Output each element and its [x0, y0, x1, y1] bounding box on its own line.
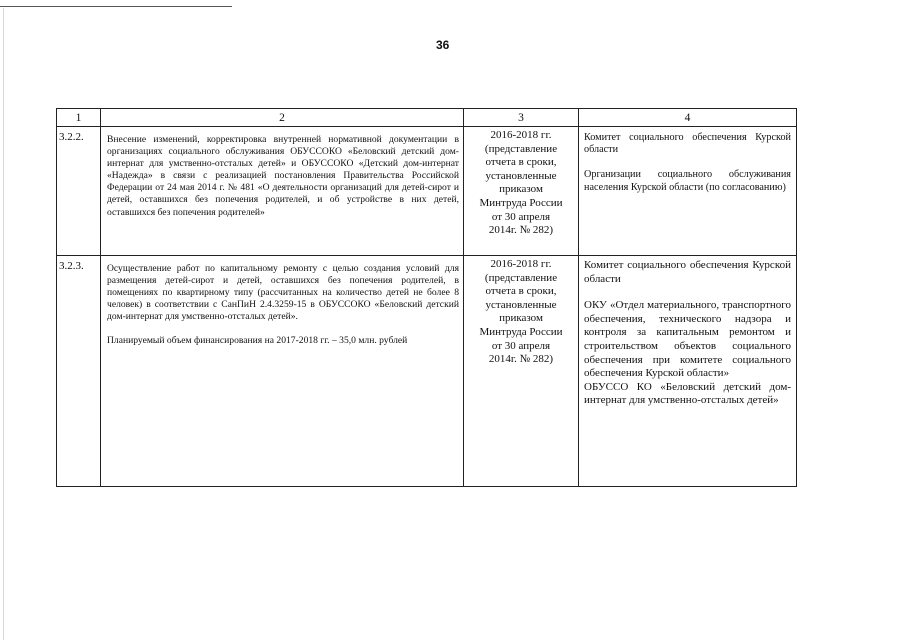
financing-text: Планируемый объем финансирования на 2017-2018 гг. – 35,0 млн. рублей: [107, 335, 408, 347]
responsible-oku: ОКУ «Отдел материального, транспортного обеспечения, технического надзора и контроля за капитальным ремонтом и строительством объектов социального обеспечения при комитете социального обеспечения Курской области»: [584, 299, 791, 380]
column-header-4: 4: [579, 109, 797, 127]
column-header-3: 3: [464, 109, 579, 127]
scan-left-edge: [3, 8, 4, 640]
measure-text: Осуществление работ по капитальному ремонту с целью создания условий для размещения детей-сирот и детей, оставшихся без попечения родителей, в помещениях по квартирному типу (рассчитанных на количество детей не более 8 человек) в соответствии с СанПиН 2.4.3259-15 в ОБУССОКО «Беловский детский дом-интернат для умственно-отсталых детей».: [107, 263, 459, 323]
responsible-executors: [579, 127, 797, 256]
responsible-executors: [579, 256, 797, 487]
measure-description: [101, 127, 464, 256]
column-header-1: 1: [57, 109, 101, 127]
responsible-organizations: Организации социального обслуживания населения Курской области (по согласованию): [584, 169, 791, 193]
responsible-institution: ОБУССО КО «Беловский детский дом-интернат для умственно-отсталых детей»: [584, 380, 791, 407]
table-row: [57, 127, 797, 256]
responsible-committee: Комитет социального обеспечения Курской области: [584, 259, 791, 285]
row-number: 3.2.2.: [57, 127, 101, 256]
responsible-committee: Комитет социального обеспечения Курской области: [584, 132, 791, 156]
column-header-2: 2: [101, 109, 464, 127]
deadline: 2016-2018 гг. (представление отчета в сроки, установленные приказом Минтруда России от 30 апреля 2014г. № 282): [464, 256, 579, 487]
table-row: [57, 256, 797, 487]
top-rule: [0, 6, 232, 7]
measure-text: Внесение изменений, корректировка внутренней нормативной документации в организациях социального обслуживания ОБУССОКО «Беловский детский дом-интернат для умственно-отсталых детей» и ОБУССОКО «Детский дом-интернат «Надежда» в связи с реализацией постановления Правительства Российской Федерации от 24 мая 2014 г. № 481 «О деятельности организаций для детей-сирот и детей, оставшихся без попечения родителей, и об устройстве в них детей, оставшихся без попечения родителей»: [107, 134, 459, 218]
row-number: 3.2.3.: [57, 256, 101, 487]
table-header-row: [57, 109, 797, 127]
page-number: 36: [436, 38, 450, 52]
measure-description: [101, 256, 464, 487]
measures-table: [56, 108, 797, 487]
deadline: 2016-2018 гг. (представление отчета в сроки, установленные приказом Минтруда России от 30 апреля 2014г. № 282): [464, 127, 579, 256]
